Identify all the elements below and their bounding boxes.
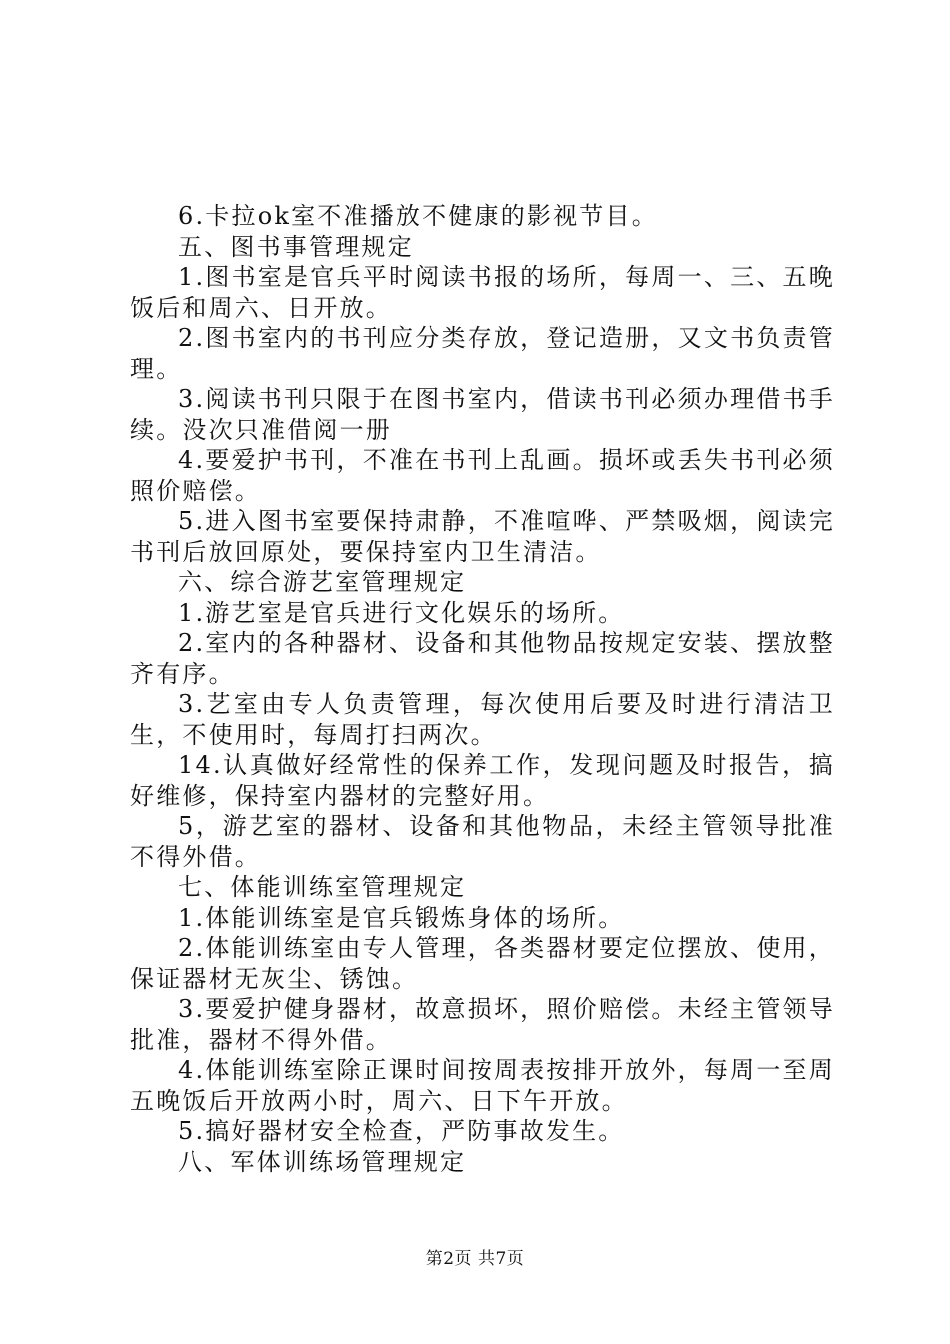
section-heading: 八、军体训练场管理规定 (178, 1147, 467, 1176)
paragraph: 1.游艺室是官兵进行文化娱乐的场所。 (178, 598, 625, 627)
paragraph: 1.图书室是官兵平时阅读书报的场所，每周一、三、五晚饭后和周六、日开放。 (130, 263, 835, 322)
paragraph: 3.艺室由专人负责管理，每次使用后要及时进行清洁卫生，不使用时，每周打扫两次。 (130, 690, 835, 749)
paragraph: 2.图书室内的书刊应分类存放，登记造册，又文书负责管理。 (130, 324, 835, 383)
paragraph: 3.要爱护健身器材，故意损坏，照价赔偿。未经主管领导批准，器材不得外借。 (130, 995, 835, 1054)
paragraph: 2.体能训练室由专人管理，各类器材要定位摆放、使用，保证器材无灰尘、锈蚀。 (130, 934, 835, 993)
paragraph: 3.阅读书刊只限于在图书室内，借读书刊必须办理借书手续。没次只准借阅一册 (130, 385, 835, 444)
paragraph: 4.要爱护书刊，不准在书刊上乱画。损坏或丢失书刊必须照价赔偿。 (130, 446, 835, 505)
document-body (130, 201, 835, 1177)
section-heading: 五、图书事管理规定 (178, 232, 414, 261)
paragraph: 2.室内的各种器材、设备和其他物品按规定安装、摆放整齐有序。 (130, 629, 835, 688)
paragraph: 5.搞好器材安全检查，严防事故发生。 (178, 1117, 625, 1145)
page-number-footer: 第2页 共7页 (425, 1249, 525, 1269)
paragraph: 14.认真做好经常性的保养工作，发现问题及时报告，搞好维修，保持室内器材的完整好用。 (130, 751, 835, 810)
paragraph: 5.进入图书室要保持肃静，不准喧哗、严禁吸烟，阅读完书刊后放回原处，要保持室内卫生清洁。 (130, 507, 835, 566)
paragraph: 5，游艺室的器材、设备和其他物品，未经主管领导批准不得外借。 (130, 812, 835, 871)
section-heading: 七、体能训练室管理规定 (178, 873, 467, 901)
paragraph: 4.体能训练室除正课时间按周表按排开放外，每周一至周五晚饭后开放两小时，周六、日下午开放。 (130, 1056, 835, 1115)
paragraph: 1.体能训练室是官兵锻炼身体的场所。 (178, 903, 625, 932)
paragraph: 6.卡拉ok室不准播放不健康的影视节目。 (178, 202, 658, 230)
section-heading: 六、综合游艺室管理规定 (178, 568, 467, 596)
